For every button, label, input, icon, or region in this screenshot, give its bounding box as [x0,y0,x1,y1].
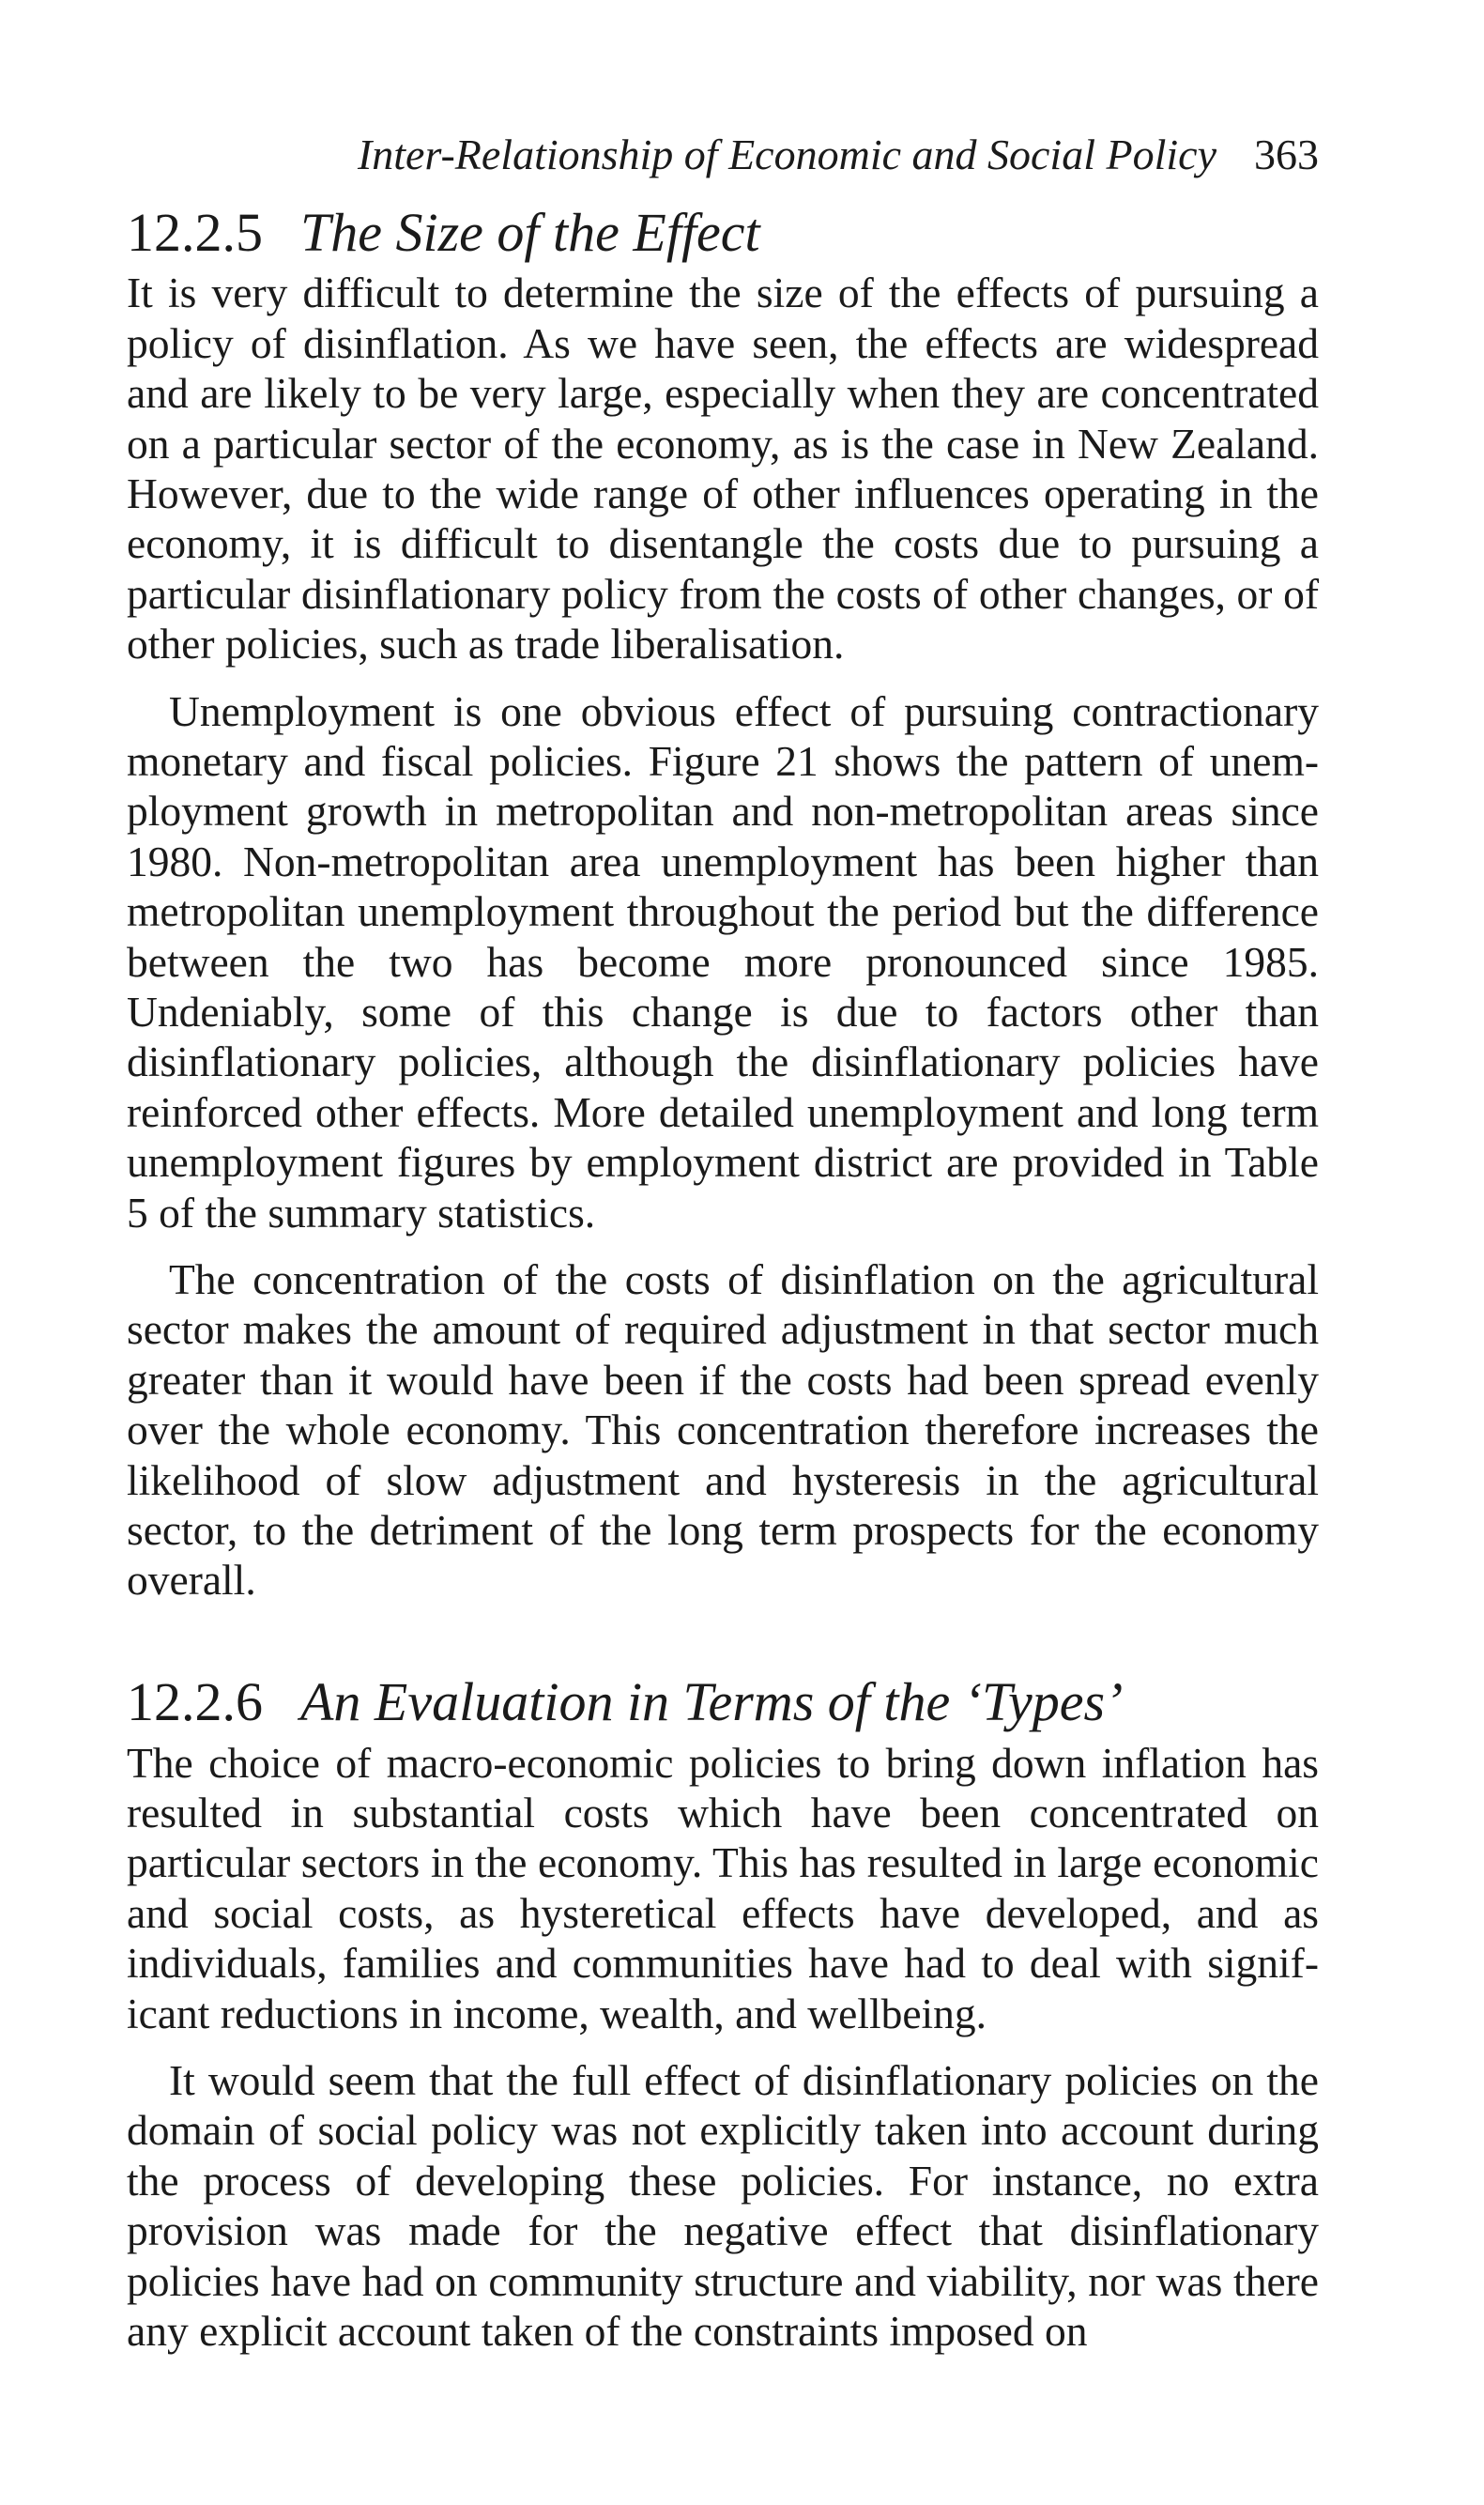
section-heading-12-2-6 [127,1671,1319,1734]
section-number: 12.2.5 [127,201,263,263]
paragraph: It is very difficult to determine the size of the effects of pursuing a policy of disinflation. As we have seen, the effects are widespread and are likely to be very large, especially when they are concentrated on a particular sector of the economy, as is the case in New Zealand. However, due to the wide range of other influences operating in the economy, it is difficult to disentangle the costs due to pursuing a particular disinflationary policy from the costs of other changes, or of other policies, such as trade liberalisation. [127,269,1319,669]
running-head [127,131,1319,179]
paragraph: The concentration of the costs of disinflation on the agricultural sector makes the amount of required adjustment in that sector much greater than it would have been if the costs had been spread evenly over the whole economy. This concentration therefore increases the likelihood of slow adjustment and hysteresis in the agricultural sector, to the detriment of the long term prospects for the economy overall. [127,1255,1319,1605]
running-head-title: Inter-Relationship of Economic and Social Policy [357,131,1216,178]
section-heading-12-2-5 [127,202,1319,265]
paragraph: Unemployment is one obvious effect of pursuing contractionary monetary and fiscal policies. Figure 21 shows the pattern of unemployment growth in metropolitan and non-metropolitan areas since 1980. Non-metropolitan area unemployment has been higher than metropolitan unemployment throughout the period but the difference between the two has become more pronounced since 1985. Undeniably, some of this change is due to factors other than disinflationary policies, although the disinflationary policies have reinforced other effects. More detailed unemployment and long term unemployment figures by employment district are provided in Table 5 of the summary statistics. [127,686,1319,1237]
section-title: An Evaluation in Terms of the ‘Types’ [300,1670,1124,1732]
section-number: 12.2.6 [127,1670,263,1732]
section-title: The Size of the Effect [300,201,760,263]
book-page [127,131,1319,2356]
paragraph: The choice of macro-economic policies to bring down inflation has resulted in substantial costs which have been concentrated on particular sectors in the economy. This has resulted in large economic and social costs, as hysteretical effects have developed, and as individuals, families and communities have had to deal with significant reductions in income, wealth, and wellbeing. [127,1738,1319,2037]
page-number: 363 [1254,131,1319,178]
paragraph: It would seem that the full effect of disinflationary policies on the domain of social policy was not explicitly taken into account during the process of developing these policies. For instance, no extra provision was made for the negative effect that disinflationary policies have had on community structure and viability, nor was there any explicit account taken of the constraints imposed on [127,2055,1319,2355]
